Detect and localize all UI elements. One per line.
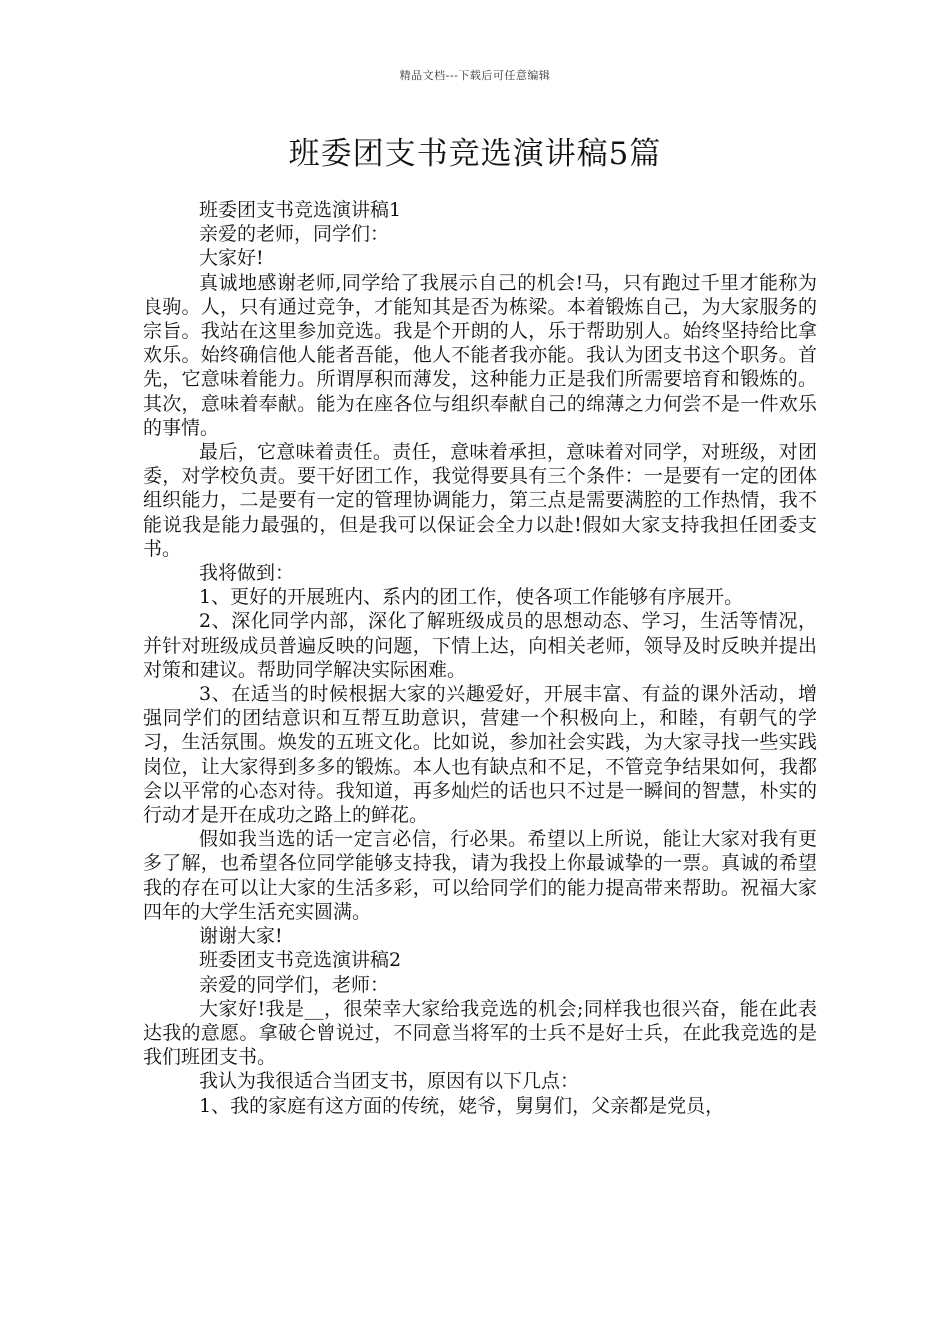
salutation-2: 亲爱的同学们，老师：: [199, 973, 390, 996]
paragraph: 假如我当选的话一定言必信，行必果。希望以上所说，能让大家对我有更多了解，也希望各位同学能够支持我，请为我投上你最诚挚的一票。真诚的希望我的存在可以让大家的生活多彩，可以给同学们的能力提高带来帮助。祝福大家四年的大学生活充实圆满。: [143, 828, 817, 923]
salutation-1: 亲爱的老师，同学们：: [199, 223, 390, 246]
paragraph: 我将做到：: [199, 562, 295, 585]
greeting-1: 大家好!: [199, 247, 264, 270]
paragraph: 我认为我很适合当团支书，原因有以下几点：: [199, 1070, 580, 1093]
section-heading-2: 班委团支书竞选演讲稿2: [199, 949, 402, 972]
list-item: 3、在适当的时候根据大家的兴趣爱好，开展丰富、有益的课外活动，增强同学们的团结意识和互帮互助意识，营建一个积极向上，和睦，有朝气的学习，生活氛围。焕发的五班文化。比如说，参加社会实践，为大家寻找一些实践岗位，让大家得到多多的锻炼。本人也有缺点和不足，不管竞争结果如何，我都会以平常的心态对待。我知道，再多灿烂的话也只不过是一瞬间的智慧，朴实的行动才是开在成功之路上的鲜花。: [143, 683, 817, 827]
paragraph: 大家好!我是__，很荣幸大家给我竞选的机会;同样我也很兴奋，能在此表达我的意愿。拿破仑曾说过，不同意当将军的士兵不是好士兵，在此我竞选的是我们班团支书。: [143, 997, 817, 1069]
paragraph: 最后，它意味着责任。责任，意味着承担，意味着对同学，对班级，对团委，对学校负责。要干好团工作，我觉得要具有三个条件：一是要有一定的团体组织能力，二是要有一定的管理协调能力，第三点是需要满腔的工作热情，我不能说我是能力最强的，但是我可以保证会全力以赴!假如大家支持我担任团委支书。: [143, 441, 817, 560]
header-note: 精品文档---下载后可任意编辑: [399, 69, 551, 82]
document-body: [143, 198, 817, 1118]
list-item: 1、我的家庭有这方面的传统，姥爷，舅舅们，父亲都是党员，: [199, 1094, 725, 1117]
paragraph: 真诚地感谢老师,同学给了我展示自己的机会!马，只有跑过千里才能称为良驹。人，只有通过竞争，才能知其是否为栋梁。本着锻炼自己，为大家服务的宗旨。我站在这里参加竞选。我是个开朗的人，乐于帮助别人。始终坚持给比拿欢乐。始终确信他人能者吾能，他人不能者我亦能。我认为团支书这个职务。首先，它意味着能力。所谓厚积而薄发，这种能力正是我们所需要培育和锻炼的。其次，意味着奉献。能为在座各位与组织奉献自己的绵薄之力何尝不是一件欢乐的事情。: [143, 271, 817, 439]
list-item: 1、更好的开展班内、系内的团工作，使各项工作能够有序展开。: [199, 586, 744, 609]
document-title: 班委团支书竞选演讲稿5篇: [288, 136, 662, 172]
closing-1: 谢谢大家!: [199, 925, 283, 948]
list-item: 2、深化同学内部，深化了解班级成员的思想动态、学习，生活等情况，并针对班级成员普遍反映的问题，下情上达，向相关老师，领导及时反映并提出对策和建议。帮助同学解决实际困难。: [143, 610, 817, 681]
section-heading-1: 班委团支书竞选演讲稿1: [199, 199, 402, 221]
